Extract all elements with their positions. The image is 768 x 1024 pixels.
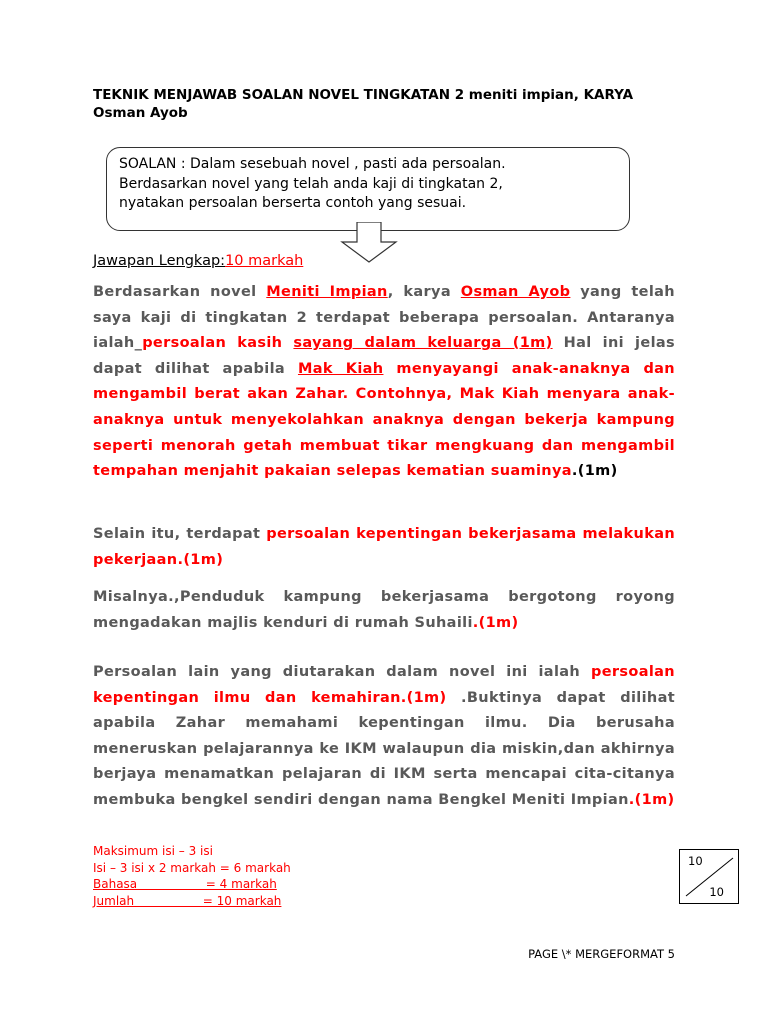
- p3-mark: .(1m): [472, 614, 519, 631]
- down-arrow-icon: [340, 222, 398, 264]
- answer-paragraph-4: [93, 660, 675, 814]
- p1-text-3: yang telah saya kaji di tingkatan 2 terdapat beberapa persoalan. Antaranya ialah_: [93, 284, 675, 352]
- p1-mark: .(1m): [571, 463, 618, 480]
- score-box: [679, 849, 739, 904]
- question-box: [106, 147, 630, 231]
- p3-text-1: Misalnya.,Penduduk kampung bekerjasama bergotong royong mengadakan majlis kenduri di rumah Suhaili: [93, 589, 675, 631]
- p1-text-4: Hal ini jelas dapat dilihat apabila: [93, 335, 675, 377]
- theme-1-part-a: persoalan kasih: [142, 335, 294, 352]
- page-footer: PAGE \* MERGEFORMAT 5: [528, 947, 675, 961]
- marking-scheme: [93, 843, 291, 909]
- answer-paragraph-2: [93, 522, 675, 573]
- question-line-3: nyatakan persoalan berserta contoh yang sesuai.: [119, 195, 467, 211]
- theme-3: persoalan kepentingan ilmu dan kemahiran.(1m): [93, 664, 675, 706]
- p4-text-2: .Buktinya dapat dilihat apabila Zahar memahami kepentingan ilmu. Dia berusaha meneruskan pelajarannya ke IKM walaupun dia miskin,dan akhirnya berjaya menamatkan pelajaran di IKM serta mencapai cita-citanya membuka bengkel sendiri dengan nama Bengkel Meniti Impian: [93, 689, 675, 808]
- marking-line-4: Jumlah = 10 markah: [93, 893, 282, 908]
- marking-line-3: Bahasa = 4 markah: [93, 877, 277, 891]
- theme-1-part-b: sayang dalam keluarga (1m): [293, 335, 553, 352]
- question-line-1: SOALAN : Dalam sesebuah novel , pasti ada persoalan.: [119, 156, 506, 172]
- question-line-2: Berdasarkan novel yang telah anda kaji di tingkatan 2,: [119, 175, 503, 192]
- p1-text-2: , karya: [387, 284, 461, 300]
- p2-text-1: Selain itu, terdapat: [93, 526, 267, 542]
- p4-mark: .(1m): [628, 791, 675, 808]
- p1-text-1: Berdasarkan novel: [93, 284, 267, 300]
- answer-heading-marks: 10 markah: [225, 253, 304, 269]
- marking-line-2: Isi – 3 isi x 2 markah = 6 markah: [93, 860, 291, 875]
- p4-text-1: Persoalan lain yang diutarakan dalam novel ini ialah: [93, 664, 592, 680]
- character-name: Mak Kiah: [297, 360, 384, 377]
- answer-paragraph-1: [93, 280, 675, 485]
- novel-title: Meniti Impian: [266, 284, 388, 300]
- document-title: TEKNIK MENJAWAB SOALAN NOVEL TINGKATAN 2 meniti impian, KARYA Osman Ayob: [93, 87, 634, 121]
- answer-paragraph-3: [93, 585, 675, 636]
- p1-example: menyayangi anak-anaknya dan mengambil berat akan Zahar. Contohnya, Mak Kiah menyara anak-anaknya untuk menyekolahkan anaknya dengan bekerja kampung seperti menorah getah membuat tikar mengkuang dan mengambil tempahan menjahit pakaian selepas kematian suaminya: [93, 360, 675, 480]
- marking-line-1: Maksimum isi – 3 isi: [93, 844, 213, 858]
- score-total: 10: [709, 885, 724, 899]
- score-obtained: 10: [688, 854, 703, 868]
- author-name: Osman Ayob: [460, 284, 571, 300]
- answer-heading-label: Jawapan Lengkap:: [93, 253, 226, 269]
- answer-heading: [93, 251, 303, 271]
- theme-2: persoalan kepentingan bekerjasama melakukan pekerjaan.(1m): [93, 526, 676, 568]
